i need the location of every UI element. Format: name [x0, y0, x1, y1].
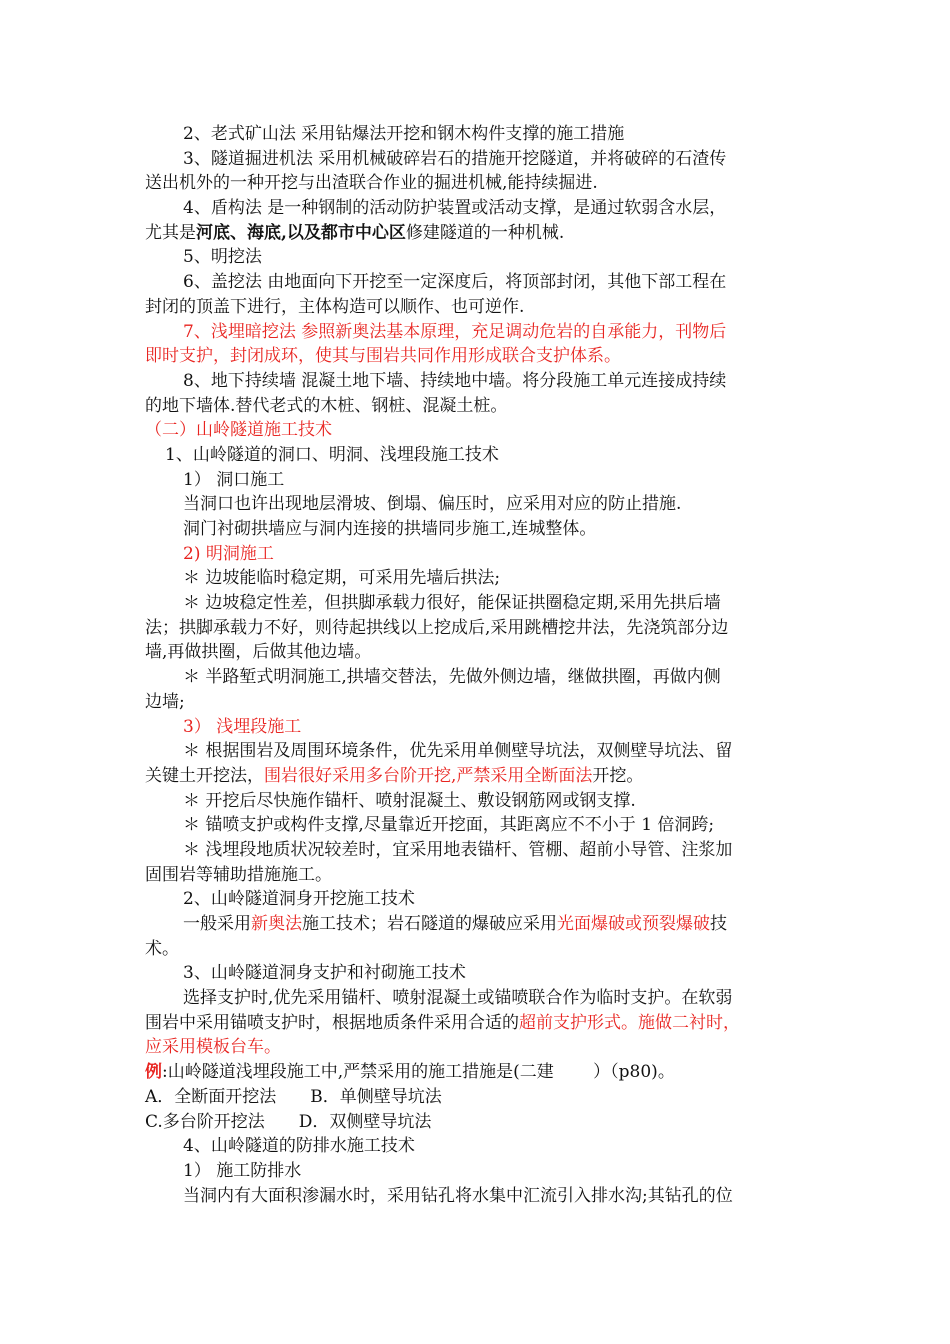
text-segment: 8、地下持续墙 混凝土地下墙、持续地中墙。将分段施工单元连接成持续	[183, 370, 727, 391]
text-segment: 当洞内有大面积渗漏水时，采用钻孔将水集中汇流引入排水沟;其钻孔的位	[183, 1185, 733, 1206]
text-line	[145, 443, 810, 468]
text-segment: 边墙;	[145, 691, 185, 712]
text-segment: ＊ 浅埋段地质状况较差时，宜采用地表锚杆、管棚、超前小导管、注浆加	[183, 839, 733, 860]
text-line	[145, 1060, 810, 1085]
text-segment: 固围岩等辅助措施施工。	[145, 864, 332, 885]
text-line	[145, 715, 810, 740]
text-segment: 例	[145, 1062, 162, 1083]
text-line	[145, 764, 810, 789]
text-segment: 2、山岭隧道洞身开挖施工技术	[183, 889, 415, 910]
text-segment: 2、老式矿山法 采用钻爆法开挖和钢木构件支撑的施工措施	[183, 124, 625, 144]
text-segment: 关键土开挖法，	[145, 765, 264, 786]
text-line	[145, 1085, 810, 1110]
text-segment: 选择支护时,优先采用锚杆、喷射混凝土或锚喷联合作为临时支护。在软弱	[183, 988, 733, 1009]
text-segment: 开挖。	[592, 765, 644, 786]
text-line	[145, 986, 810, 1011]
text-line	[145, 1110, 810, 1135]
text-line	[145, 665, 810, 690]
text-line	[145, 591, 810, 616]
text-line	[145, 221, 810, 246]
text-line	[145, 1159, 810, 1184]
text-line	[145, 813, 810, 838]
text-segment: 6、盖挖法 由地面向下开挖至一定深度后，将顶部封闭，其他下部工程在	[183, 272, 727, 293]
text-line	[145, 196, 810, 221]
text-segment: ＊ 锚喷支护或构件支撑,尽量靠近开挖面，其距离应不不小于 1 倍洞跨;	[183, 815, 715, 836]
text-segment: 河底、海底,以及都市中心区	[196, 222, 406, 243]
text-segment: 7、浅埋暗挖法 参照新奥法基本原理，充足调动危岩的自承能力，刊物后	[183, 321, 727, 342]
text-line	[145, 468, 810, 493]
text-line	[145, 492, 810, 517]
text-line	[145, 616, 810, 641]
text-segment: 3、隧道掘进机法 采用机械破碎岩石的措施开挖隧道，并将破碎的石渣传	[183, 148, 727, 169]
text-line	[145, 295, 810, 320]
text-segment: C.多台阶开挖法 D．双侧壁导坑法	[145, 1111, 432, 1132]
text-line	[145, 912, 810, 937]
text-segment: :山岭隧道浅埋段施工中,严禁采用的施工措施是(二建 ）（p80)。	[162, 1062, 675, 1083]
text-line	[145, 122, 810, 147]
text-segment: 一般采用	[183, 914, 251, 934]
text-line	[145, 344, 810, 369]
text-segment: 1、山岭隧道的洞口、明洞、浅埋段施工技术	[165, 444, 499, 465]
text-line	[145, 863, 810, 888]
text-segment: 的地下墙体.替代老式的木桩、钢桩、混凝土桩。	[145, 395, 508, 416]
text-line	[145, 1184, 810, 1209]
text-line	[145, 887, 810, 912]
text-line	[145, 1134, 810, 1159]
text-segment: 术。	[145, 938, 179, 959]
text-segment: ＊ 边坡能临时稳定期，可采用先墙后拱法;	[183, 568, 501, 589]
text-segment: 新奥法	[251, 914, 302, 934]
text-segment: 4、盾构法 是一种钢制的活动防护装置或活动支撑，是通过软弱含水层，	[183, 198, 727, 219]
text-line	[145, 542, 810, 567]
text-line	[145, 566, 810, 591]
text-line	[145, 838, 810, 863]
text-segment: 法；拱脚承载力不好，则待起拱线以上挖成后,采用跳槽挖井法，先浇筑部分边	[145, 617, 729, 638]
text-segment: ＊ 根据围岩及周围环境条件，优先采用单侧壁导坑法，双侧壁导坑法、留	[183, 741, 733, 762]
text-segment: 光面爆破或预裂爆破	[557, 914, 710, 934]
text-line	[145, 690, 810, 715]
text-line	[145, 270, 810, 295]
text-line	[145, 418, 810, 443]
text-segment: 当洞口也许出现地层滑坡、倒塌、偏压时，应采用对应的防止措施.	[183, 494, 682, 515]
text-line	[145, 394, 810, 419]
text-line	[145, 1035, 810, 1060]
text-segment: 4、山岭隧道的防排水施工技术	[183, 1136, 415, 1157]
text-segment: ＊ 边坡稳定性差，但拱脚承载力很好，能保证拱圈稳定期,采用先拱后墙	[183, 593, 721, 614]
text-segment: 2) 明洞施工	[183, 543, 274, 564]
text-segment: ＊ 半路堑式明洞施工,拱墙交替法，先做外侧边墙，继做拱圈，再做内侧	[183, 667, 721, 688]
text-line	[145, 640, 810, 665]
text-segment: A．全断面开挖法 B．单侧壁导坑法	[145, 1086, 442, 1107]
text-line	[145, 517, 810, 542]
text-line	[145, 789, 810, 814]
text-segment: 尤其是	[145, 222, 196, 243]
text-line	[145, 739, 810, 764]
text-line	[145, 147, 810, 172]
text-segment: 3、山岭隧道洞身支护和衬砌施工技术	[183, 963, 466, 984]
text-segment: ＊ 开挖后尽快施作锚杆、喷射混凝土、敷设钢筋网或钢支撑.	[183, 790, 636, 811]
text-line	[145, 1011, 810, 1036]
text-segment: 洞门衬砌拱墙应与洞内连接的拱墙同步施工,连城整体。	[183, 519, 597, 539]
text-segment: 应采用模板台车。	[145, 1037, 281, 1058]
text-line	[145, 320, 810, 345]
text-line	[145, 961, 810, 986]
text-segment: 技	[710, 914, 727, 934]
text-segment: 超前支护形式。施做二衬时，	[519, 1012, 740, 1033]
text-segment: 施工技术；岩石隧道的爆破应采用	[302, 914, 557, 934]
text-segment: 1） 施工防排水	[183, 1160, 302, 1181]
text-segment: 1） 洞口施工	[183, 469, 285, 490]
document-page	[145, 122, 810, 1208]
text-segment: 即时支护，封闭成环，使其与围岩共同作用形成联合支护体系。	[145, 346, 621, 367]
text-segment: 5、明挖法	[183, 247, 262, 268]
text-line	[145, 937, 810, 962]
text-segment: 围岩很好采用多台阶开挖,严禁采用全断面法	[264, 765, 593, 786]
text-line	[145, 171, 810, 196]
text-segment: 围岩中采用锚喷支护时，根据地质条件采用合适的	[145, 1012, 519, 1033]
text-segment: （二）山岭隧道施工技术	[145, 420, 332, 441]
text-segment: 送出机外的一种开挖与出渣联合作业的掘进机械,能持续掘进.	[145, 173, 598, 194]
text-segment: 修建隧道的一种机械.	[405, 222, 565, 243]
text-line	[145, 245, 810, 270]
text-segment: 3） 浅埋段施工	[183, 716, 302, 737]
text-line	[145, 369, 810, 394]
text-segment: 封闭的顶盖下进行，主体构造可以顺作、也可逆作.	[145, 296, 525, 317]
text-segment: 墙,再做拱圈，后做其他边墙。	[145, 642, 372, 663]
